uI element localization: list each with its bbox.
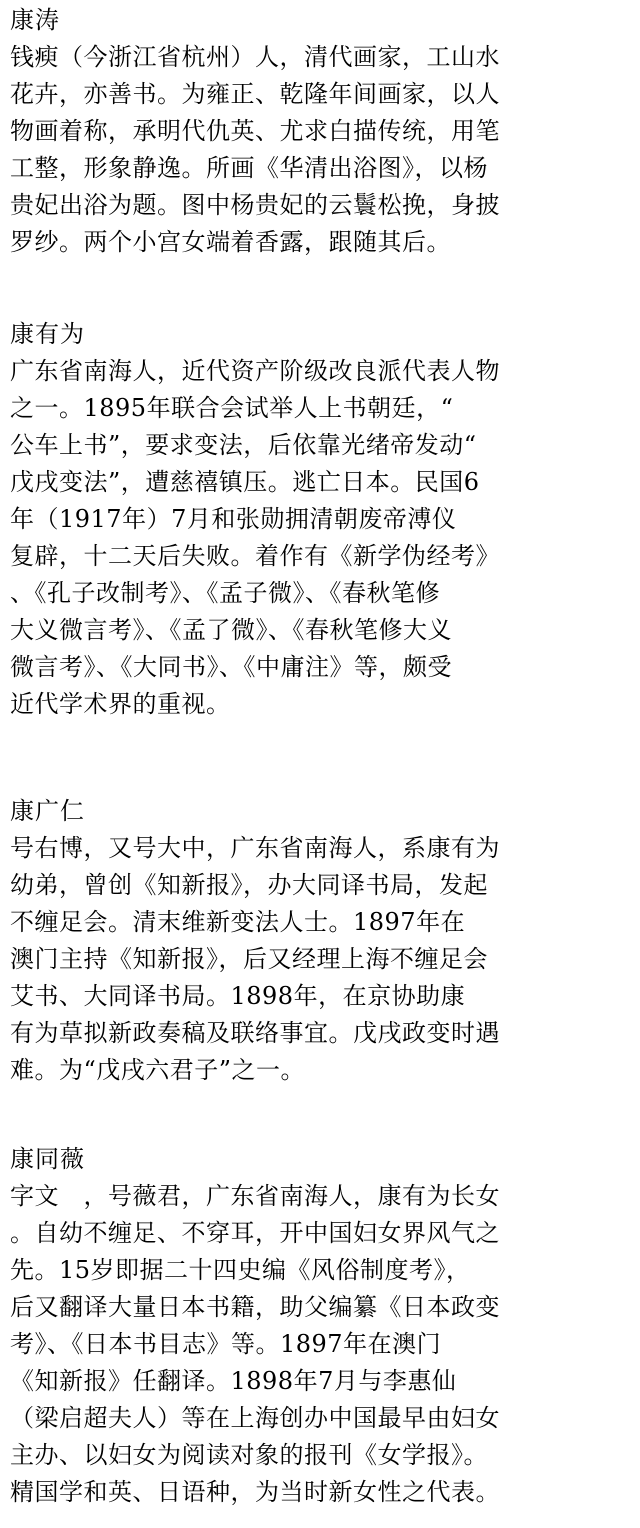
entry-text-line: （梁启超夫人）等在上海创办中国最早由妇女 [10,1404,500,1432]
entry-text-line: 不缠足会。清末维新变法人士。1897年在 [10,908,466,936]
entry-text-line: 考》、《日本书目志》等。1897年在澳门 [10,1330,442,1358]
entry-text-line: 幼弟，曾创《知新报》，办大同译书局，发起 [10,871,488,899]
entry-text-line: 先。15岁即据二十四史编《风俗制度考》， [10,1256,471,1284]
entry-text-line: 澳门主持《知新报》，后又经理上海不缠足会 [10,945,488,973]
entry-text-line: 广东省南海人，近代资产阶级改良派代表人物 [10,357,500,385]
entry-text-line: 主办、以妇女为阅读对象的报刊《女学报》。 [10,1441,488,1469]
entry-text-line: 戊戌变法”，遭慈禧镇压。逃亡日本。民国6 [10,468,480,496]
entry-text-line: 《知新报》任翻译。1898年7月与李惠仙 [10,1367,457,1395]
entry-text-line: 工整，形象静逸。所画《华清出浴图》，以杨 [10,154,488,182]
entry-text-line: 艾书、大同译书局。1898年，在京协助康 [10,982,466,1010]
entry-text-line: 大义微言考》、《孟了微》、《春秋笔修大义 [10,616,452,644]
entry-text-line: 精国学和英、日语种，为当时新女性之代表。 [10,1478,500,1506]
entry-text-line: 复辟，十二天后失败。着作有《新学伪经考》 [10,542,500,570]
entry-text-line: 花卉，亦善书。为雍正、乾隆年间画家，以人 [10,80,500,108]
entry-text-line: 贵妃出浴为题。图中杨贵妃的云鬟松挽，身披 [10,191,500,219]
biography-entry-kang-youwei [10,316,634,723]
entry-text-line: 物画着称，承明代仇英、尤求白描传统，用笔 [10,117,500,145]
entry-text-line: 难。为“戊戌六君子”之一。 [10,1056,306,1084]
entry-text-line: 近代学术界的重视。 [10,690,231,718]
entry-text-line: 、《孔子改制考》、《孟子微》、《春秋笔修 [10,579,440,607]
entry-text-line: 公车上书”，要求变法，后依靠光绪帝发动“ [10,431,477,459]
entry-title: 康广仁 [10,797,85,825]
entry-text-line: 有为草拟新政奏稿及联络事宜。戊戌政变时遇 [10,1019,500,1047]
entry-text-line: 后又翻译大量日本书籍，助父编纂《日本政变 [10,1293,500,1321]
biography-entry-kang-tao [10,2,634,261]
entry-text-line: 钱瘐（今浙江省杭州）人，清代画家，工山水 [10,43,500,71]
entry-text-line: 号右博，又号大中，广东省南海人，系康有为 [10,834,500,862]
entry-title: 康同薇 [10,1145,85,1173]
entry-text-line: 年（1917年）7月和张勋拥清朝废帝溥仪 [10,505,457,533]
biography-entry-kang-tongwei [10,1141,634,1511]
entry-title: 康有为 [10,320,85,348]
entry-text-line: 微言考》、《大同书》、《中庸注》等，颇受 [10,653,452,681]
entry-text-line: 罗纱。两个小宫女端着香露，跟随其后。 [10,228,451,256]
entry-text-line: 。自幼不缠足、不穿耳，开中国妇女界风气之 [10,1219,500,1247]
biography-entry-kang-guangren [10,793,634,1089]
entry-text-line: 字文 ，号薇君，广东省南海人，康有为长女 [10,1182,500,1210]
entry-title: 康涛 [10,6,60,34]
entry-text-line: 之一。1895年联合会试举人上书朝廷，“ [10,394,454,422]
